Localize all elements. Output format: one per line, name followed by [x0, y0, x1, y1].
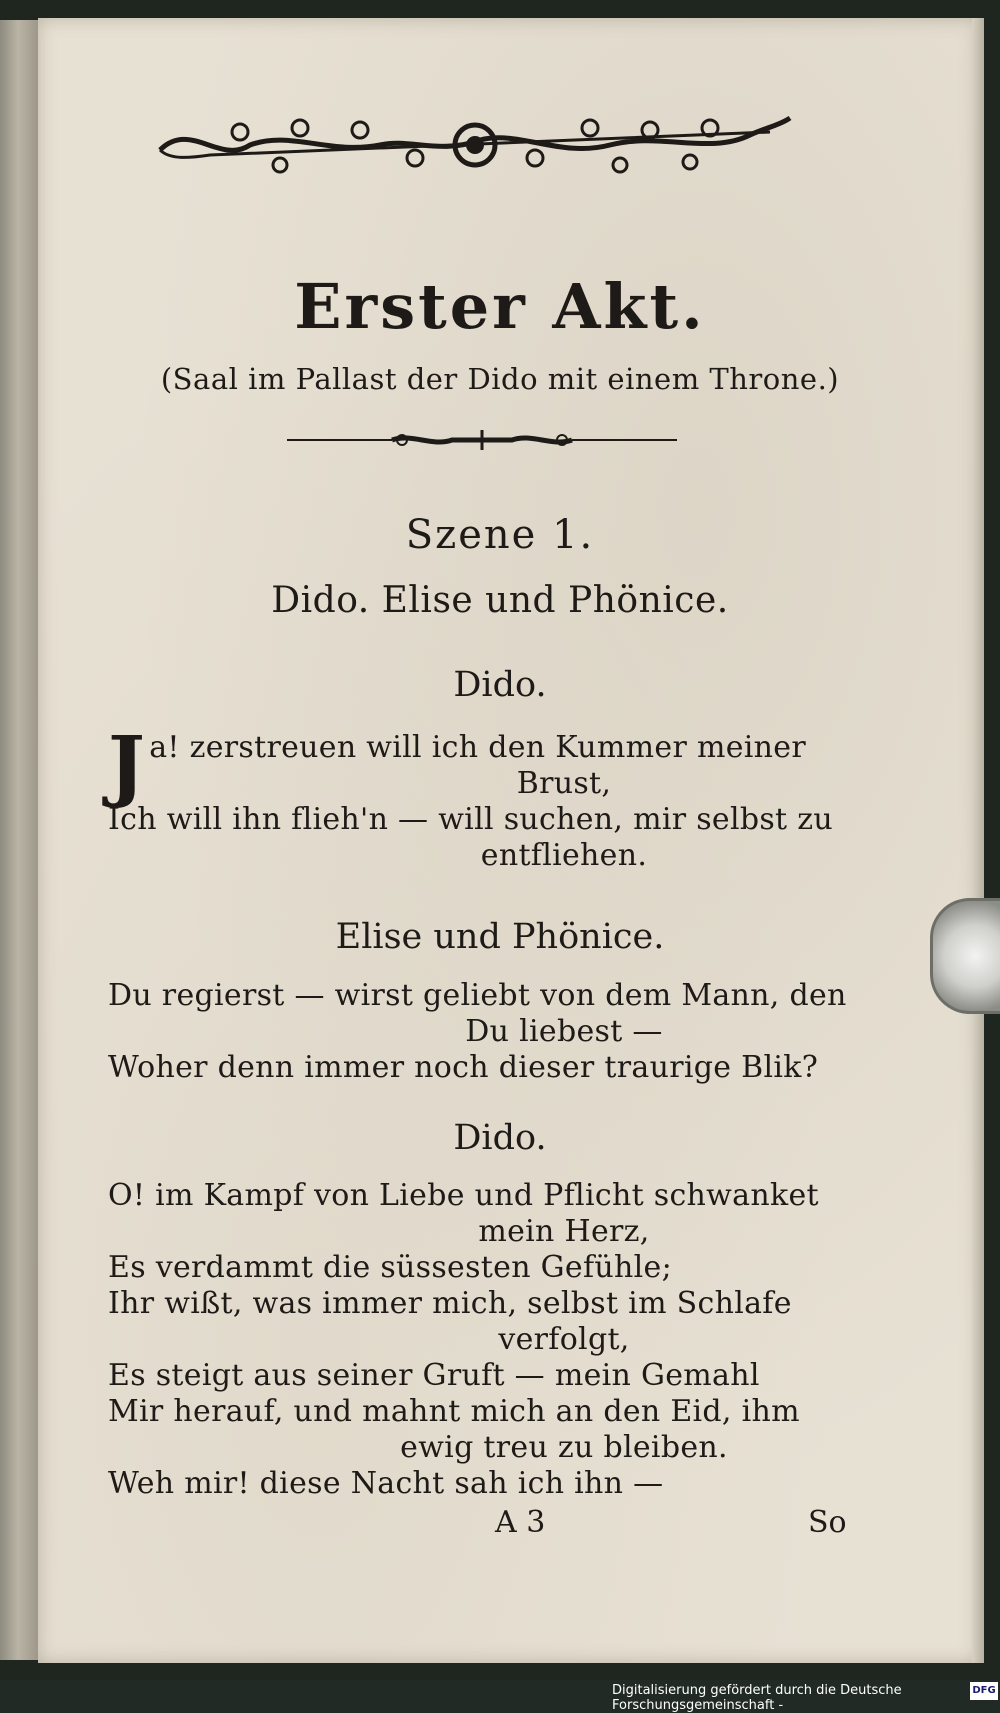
speech-block: [108, 978, 860, 1086]
scene-persons: Dido. Elise und Phönice.: [271, 580, 729, 621]
verse-line: Woher denn immer noch dieser traurige Blik?: [108, 1050, 819, 1085]
verse-line: Ja! zerstreuen will ich den Kummer meiner: [108, 720, 806, 811]
left-page-edge: [0, 20, 40, 1660]
dfg-logo: DFG: [970, 1682, 998, 1700]
verse-line: Mir herauf, und mahnt mich an den Eid, ihm: [108, 1394, 800, 1429]
verse-line: Ihr wißt, was immer mich, selbst im Schlafe: [108, 1286, 792, 1321]
catchword: So: [808, 1505, 847, 1540]
speaker-label: Dido.: [453, 665, 547, 705]
drop-cap: J: [108, 720, 146, 811]
act-title: Erster Akt.: [294, 270, 706, 343]
verse-line: O! im Kampf von Liebe und Pflicht schwanket: [108, 1178, 819, 1213]
verse-continuation: verfolgt,: [498, 1322, 630, 1357]
speech-block: [108, 1178, 860, 1502]
verse-line: Ich will ihn flieh'n — will suchen, mir selbst zu: [108, 802, 833, 837]
speech-block: [108, 720, 860, 874]
verse-continuation: ewig treu zu bleiben.: [400, 1430, 728, 1465]
speaker-label: Elise und Phönice.: [335, 917, 665, 957]
page-edge-right: [972, 18, 984, 1663]
verse-line: Es verdammt die süssesten Gefühle;: [108, 1250, 672, 1285]
verse-continuation: Brust,: [516, 766, 612, 801]
verse-line: Es steigt aus seiner Gruft — mein Gemahl: [108, 1358, 760, 1393]
floral-vignette-icon: [150, 110, 800, 185]
verse-continuation: entfliehen.: [480, 838, 648, 873]
verse-line: Du regierst — wirst geliebt von dem Mann, den: [108, 978, 847, 1013]
speaker-label: Dido.: [453, 1118, 547, 1158]
stage-direction: (Saal im Pallast der Dido mit einem Throne.): [160, 362, 840, 396]
verse-continuation: Du liebest —: [465, 1014, 663, 1049]
scene-title: Szene 1.: [405, 512, 595, 558]
ornamental-rule-icon: [282, 425, 682, 455]
signature-mark: A 3: [495, 1505, 546, 1540]
verse-line: Weh mir! diese Nacht sah ich ihn —: [108, 1466, 664, 1501]
verse-continuation: mein Herz,: [478, 1214, 650, 1249]
digitization-credit: Digitalisierung gefördert durch die Deutsche Forschungsgemeinschaft -: [612, 1683, 902, 1713]
